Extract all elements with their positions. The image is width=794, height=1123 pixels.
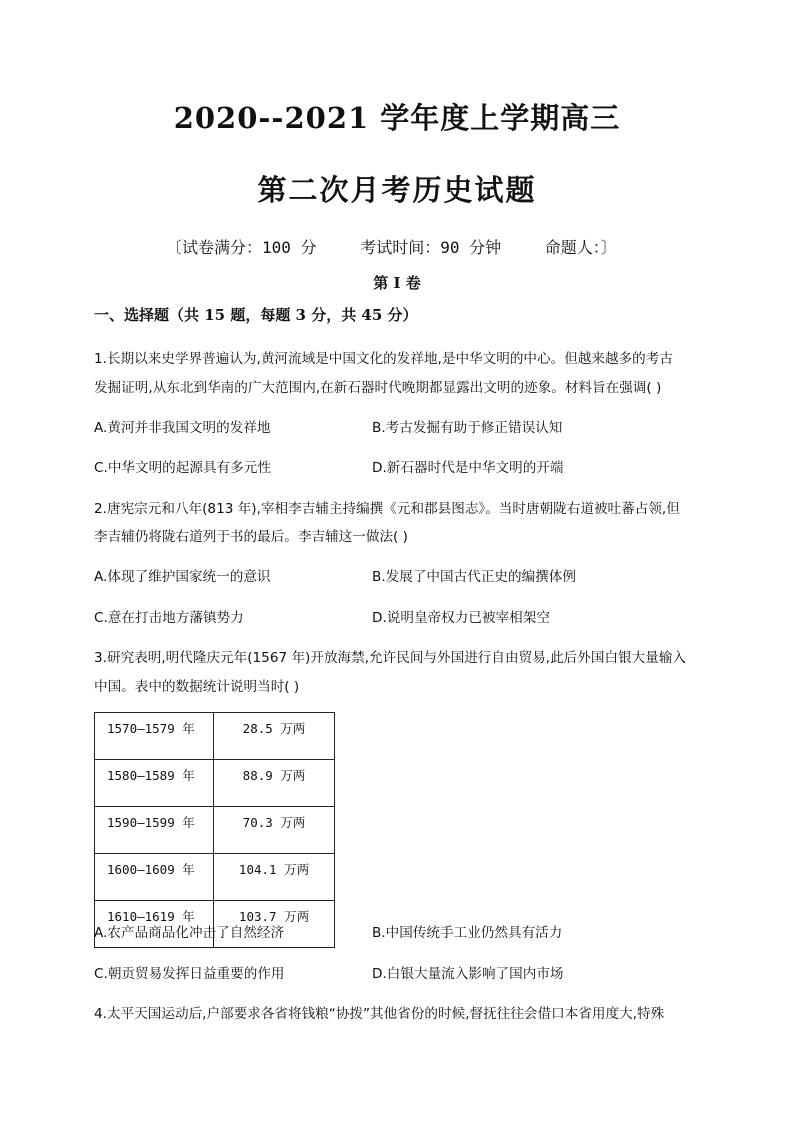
question-3-option-c: C.朝贡贸易发挥日益重要的作用: [94, 966, 285, 982]
table-cell-period: 1610—1619 年: [95, 901, 214, 948]
question-2-stem-line1: 2.唐宪宗元和八年(813 年),宰相李吉辅主持编撰《元和郡县图志》。当时唐朝陇右道被吐蕃占领,但: [94, 501, 680, 517]
table-cell-amount: 88.9 万两: [214, 760, 335, 807]
table-cell-amount: 28.5 万两: [214, 713, 335, 760]
question-1-option-d: D.新石器时代是中华文明的开端: [372, 460, 564, 476]
question-4-stem-line1: 4.太平天国运动后,户部要求各省将钱粮“协拨”其他省份的时候,督抚往往会借口本省用度大,特殊: [94, 1006, 665, 1022]
question-3-option-a: A.农产品商品化冲击了自然经济: [94, 925, 285, 941]
question-3-stem-line2: 中国。表中的数据统计说明当时( ): [94, 679, 300, 695]
exam-info: [166, 235, 651, 258]
question-3-option-b: B.中国传统手工业仍然具有活力: [372, 925, 563, 941]
question-3-option-d: D.白银大量流入影响了国内市场: [372, 966, 564, 982]
silver-import-table: [94, 712, 335, 948]
table-row: [95, 854, 335, 901]
table-cell-period: 1580—1589 年: [95, 760, 214, 807]
question-3-stem-line1: 3.研究表明,明代隆庆元年(1567 年)开放海禁,允许民间与外国进行自由贸易,此后外国白银大量输入: [94, 650, 687, 666]
question-1-option-c: C.中华文明的起源具有多元性: [94, 460, 271, 476]
table-cell-amount: 104.1 万两: [214, 854, 335, 901]
question-1-stem-line2: 发掘证明,从东北到华南的广大范围内,在新石器时代晚期都显露出文明的迹象。材料旨在强调( ): [94, 380, 662, 396]
question-2-option-d: D.说明皇帝权力已被宰相架空: [372, 610, 550, 626]
question-1-option-b: B.考古发掘有助于修正错误认知: [372, 420, 563, 436]
exam-title-line1: 2020--2021 学年度上学期高三: [173, 101, 621, 135]
question-1-stem-line1: 1.长期以来史学界普遍认为,黄河流域是中国文化的发祥地,是中华文明的中心。但越来越多的考古: [94, 351, 673, 367]
table-cell-period: 1590—1599 年: [95, 807, 214, 854]
table-cell-period: 1570—1579 年: [95, 713, 214, 760]
time-info: 考试时间：90 分钟: [360, 238, 502, 257]
author-info: 命题人：〕: [544, 238, 617, 257]
question-2-option-a: A.体现了维护国家统一的意识: [94, 569, 271, 585]
question-2-stem-line2: 李吉辅仍将陇右道列于书的最后。李吉辅这一做法( ): [94, 529, 408, 545]
score-info: 〔试卷满分：100 分: [166, 238, 317, 257]
volume-label: 第 I 卷: [373, 274, 421, 292]
question-2-option-b: B.发展了中国古代正史的编撰体例: [372, 569, 576, 585]
question-1-option-a: A.黄河并非我国文明的发祥地: [94, 420, 271, 436]
table-cell-period: 1600—1609 年: [95, 854, 214, 901]
table-cell-amount: 70.3 万两: [214, 807, 335, 854]
exam-title-line2: 第二次月考历史试题: [257, 173, 537, 207]
table-row: [95, 760, 335, 807]
question-2-option-c: C.意在打击地方藩镇势力: [94, 610, 244, 626]
table-cell-amount: 103.7 万两: [214, 901, 335, 948]
section-title: 一、选择题（共 15 题，每题 3 分，共 45 分）: [94, 306, 418, 324]
table-row: [95, 807, 335, 854]
table-row: [95, 713, 335, 760]
